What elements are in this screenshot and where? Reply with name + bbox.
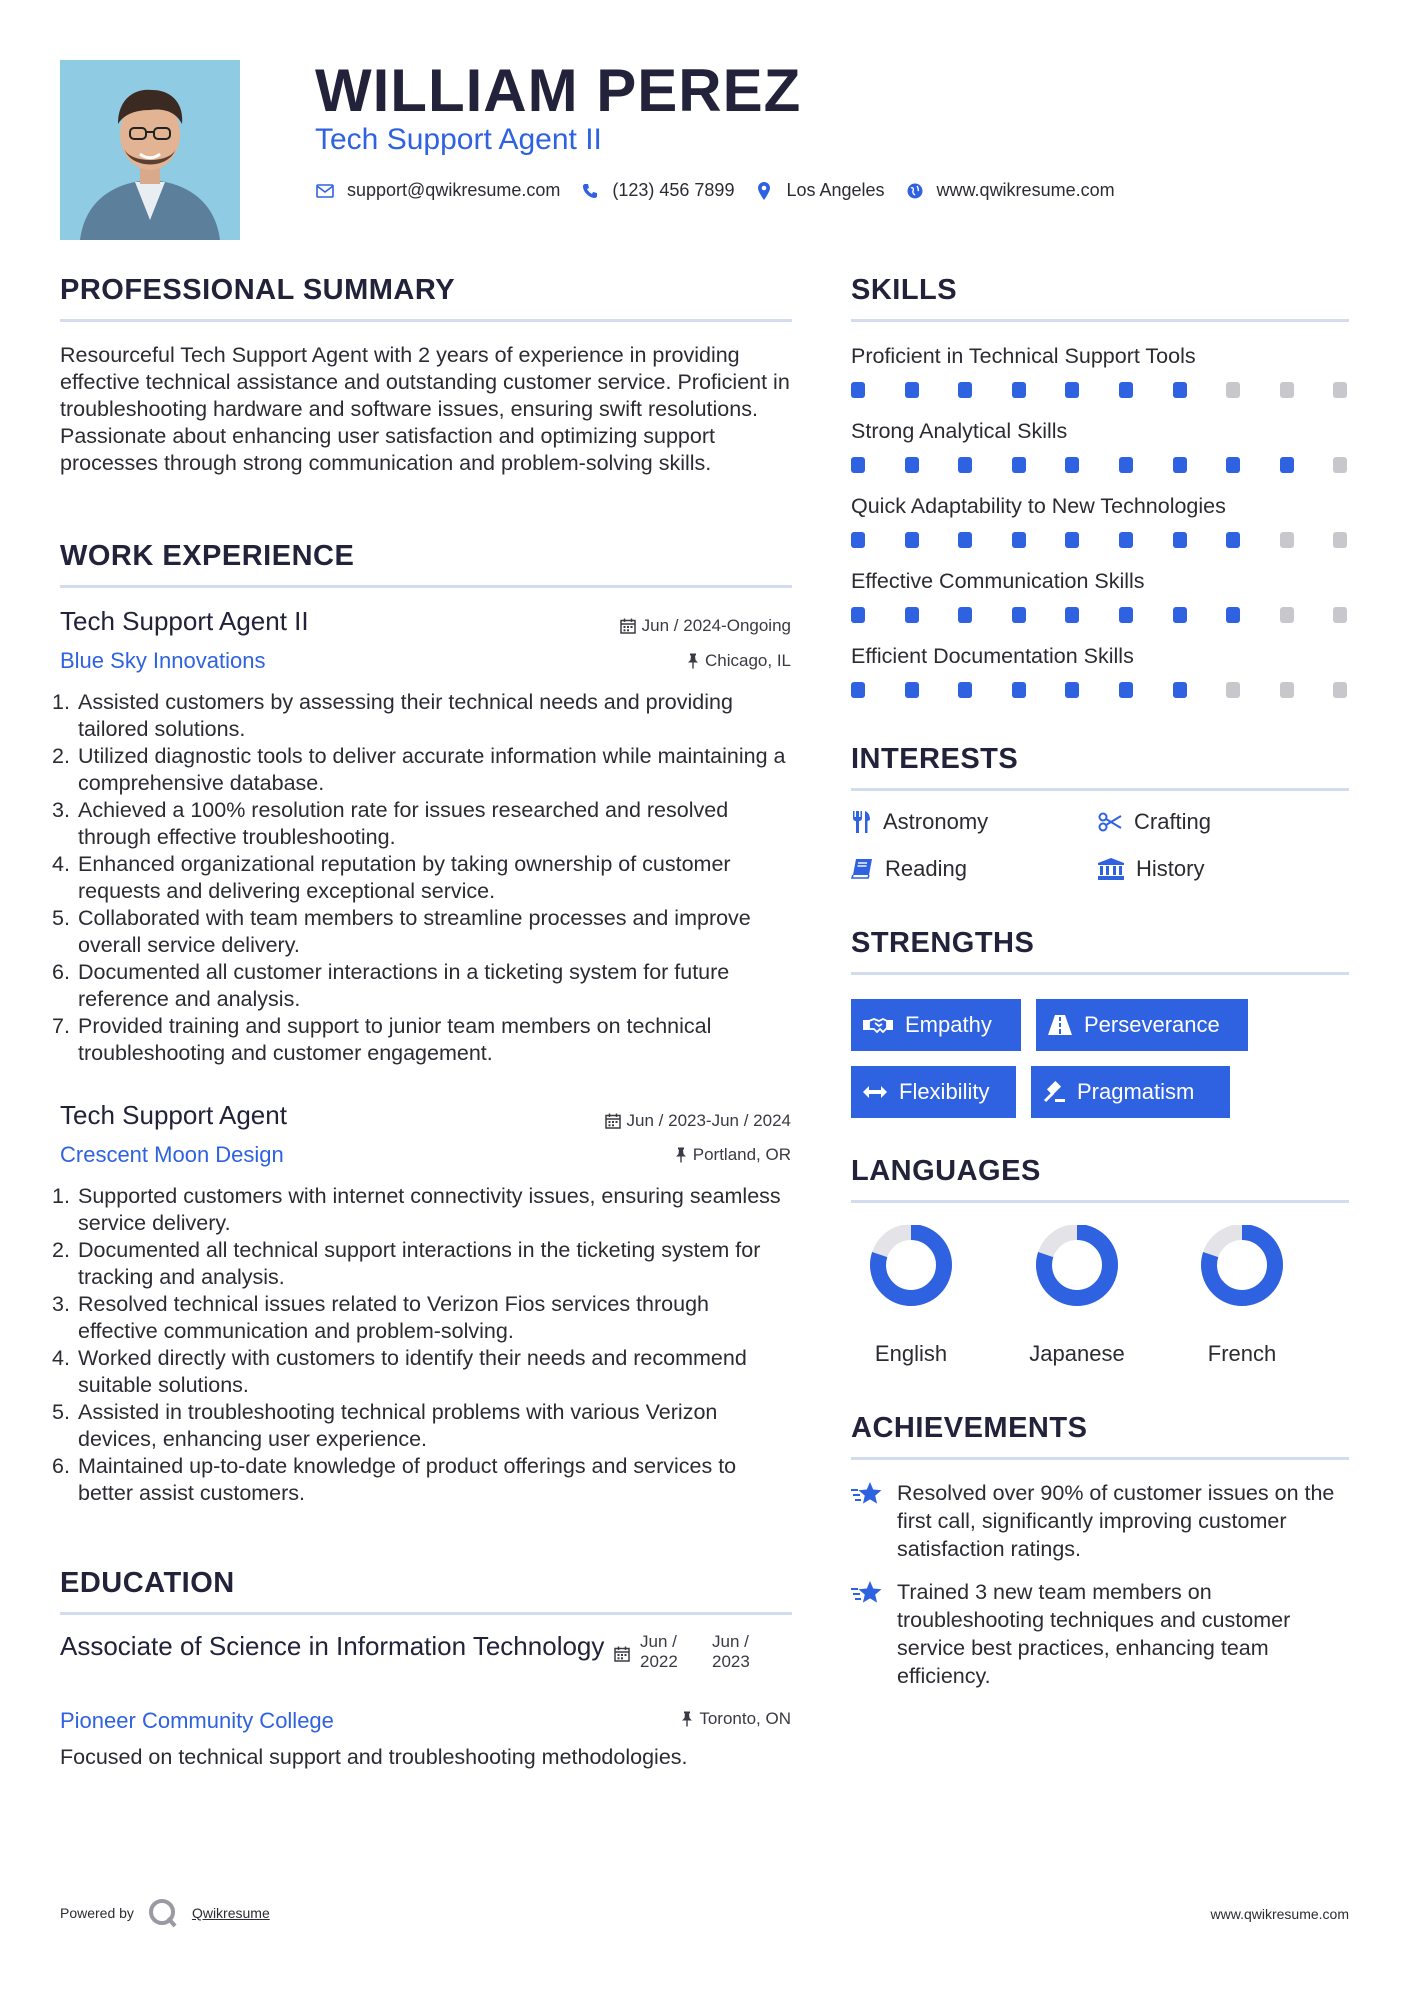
interest-history: [1098, 856, 1204, 882]
skill-dot-filled: [905, 532, 919, 548]
language-japanese: Japanese: [1029, 1341, 1125, 1366]
skill-dot-filled: [1173, 682, 1187, 698]
skill-dot-filled: [1012, 382, 1026, 398]
skills-heading: SKILLS: [851, 274, 958, 306]
education-description: Focused on technical support and troubleshooting methodologies.: [60, 1745, 688, 1769]
globe-icon: [905, 181, 925, 201]
language-english: English: [874, 1341, 948, 1366]
skill-dot-filled: [1280, 457, 1294, 473]
skill-dot-empty: [1280, 382, 1294, 398]
footer-powered-by: [60, 1898, 270, 1928]
footer-brand-link[interactable]: Qwikresume: [191, 1905, 270, 1921]
interest-astronomy: [851, 809, 988, 835]
skill-dot-filled: [1065, 457, 1079, 473]
summary-divider: [60, 319, 792, 322]
skill-dot-empty: [1333, 682, 1347, 698]
pushpin-icon: [687, 653, 699, 669]
education-degree: Associate of Science in Information Technology: [60, 1631, 605, 1661]
utensils-icon: [851, 811, 871, 833]
skill-dot-filled: [1012, 607, 1026, 623]
arrows-horizontal-icon: [863, 1085, 887, 1099]
handshake-icon: [863, 1016, 893, 1034]
skill-dot-filled: [958, 457, 972, 473]
contact-phone-text: (123) 456 7899: [612, 180, 735, 200]
list-item: 4. Worked directly with customers to identify their needs and recommend suitable solutions.: [52, 1346, 747, 1397]
skill-3-name: Quick Adaptability to New Technologies: [851, 494, 1226, 518]
interest-label: Astronomy: [883, 809, 989, 834]
list-item: 3. Resolved technical issues related to Verizon Fios services through effective communication and problem-solving.: [52, 1292, 709, 1343]
skill-dot-filled: [1119, 532, 1133, 548]
education-heading: EDUCATION: [60, 1567, 235, 1599]
job-2-role: Tech Support Agent: [60, 1100, 287, 1130]
powered-by-text: Powered by: [60, 1905, 134, 1921]
strength-label: Perseverance: [1084, 1012, 1220, 1037]
strength-tag-perseverance: [1036, 999, 1248, 1051]
skill-4-rating: [851, 607, 1349, 623]
candidate-name: WILLIAM PEREZ: [315, 57, 802, 124]
education-date-end: Jun / 2023: [712, 1632, 750, 1671]
pushpin-icon: [681, 1711, 693, 1727]
job-1-role: Tech Support Agent II: [60, 606, 309, 636]
skill-5-name: Efficient Documentation Skills: [851, 644, 1134, 668]
list-item: 1. Assisted customers by assessing their technical needs and providing tailored solutions.: [52, 690, 733, 741]
job-1-location-text: Chicago, IL: [705, 651, 791, 670]
list-item: 4. Enhanced organizational reputation by taking ownership of customer requests and delivering exceptional service.: [52, 852, 731, 903]
skill-dot-filled: [958, 532, 972, 548]
envelope-icon: [315, 181, 335, 201]
skill-dot-empty: [1333, 457, 1347, 473]
strengths-divider: [851, 972, 1349, 975]
interest-crafting: [1098, 809, 1211, 835]
scissors-icon: [1098, 812, 1122, 832]
achievements-heading: ACHIEVEMENTS: [851, 1412, 1088, 1444]
interest-label: Reading: [885, 856, 967, 881]
skill-dot-filled: [851, 682, 865, 698]
calendar-icon: [620, 618, 636, 634]
education-date-start: Jun / 2022: [640, 1632, 678, 1671]
list-item: 6. Maintained up-to-date knowledge of product offerings and services to better assist customers.: [52, 1454, 737, 1505]
skill-dot-filled: [1012, 532, 1026, 548]
skill-dot-filled: [851, 382, 865, 398]
languages-divider: [851, 1200, 1349, 1203]
achievement-item: [851, 1479, 1351, 1563]
skill-4-name: Effective Communication Skills: [851, 569, 1145, 593]
job-2-date: [605, 1111, 791, 1131]
strengths-heading: STRENGTHS: [851, 927, 1035, 959]
interests-divider: [851, 788, 1349, 791]
skill-dot-filled: [1173, 382, 1187, 398]
strength-tag-pragmatism: [1031, 1066, 1230, 1118]
skill-dot-filled: [1065, 682, 1079, 698]
interest-reading: [851, 856, 967, 882]
skill-1-name: Proficient in Technical Support Tools: [851, 344, 1196, 368]
list-item: 3. Achieved a 100% resolution rate for issues researched and resolved through effective troubleshooting.: [52, 798, 729, 849]
gavel-icon: [1043, 1081, 1065, 1103]
skill-dot-filled: [1119, 457, 1133, 473]
skill-dot-filled: [905, 682, 919, 698]
contact-email-text: support@qwikresume.com: [347, 180, 561, 200]
experience-heading: WORK EXPERIENCE: [60, 540, 355, 572]
skill-dot-filled: [1012, 457, 1026, 473]
skill-dot-filled: [1226, 607, 1240, 623]
skill-dot-filled: [958, 682, 972, 698]
job-2-location-text: Portland, OR: [692, 1145, 791, 1164]
strength-label: Empathy: [905, 1012, 992, 1037]
skill-dot-filled: [958, 382, 972, 398]
skill-dot-empty: [1226, 682, 1240, 698]
person-portrait-icon: [60, 60, 240, 240]
contact-phone[interactable]: [580, 180, 734, 201]
skill-3-rating: [851, 532, 1349, 548]
skill-2-name: Strong Analytical Skills: [851, 419, 1068, 443]
interests-heading: INTERESTS: [851, 743, 1019, 775]
list-item: 5. Assisted in troubleshooting technical problems with various Verizon devices, enhancing user experience.: [52, 1400, 718, 1451]
skill-dot-filled: [1173, 457, 1187, 473]
strength-tag-empathy: [851, 999, 1021, 1051]
skill-dot-filled: [1226, 457, 1240, 473]
job-2-bullets: [50, 1183, 790, 1507]
interest-label: History: [1136, 856, 1205, 881]
language-french: French: [1207, 1341, 1277, 1366]
skill-5-rating: [851, 682, 1349, 698]
book-icon: [851, 859, 873, 879]
experience-divider: [60, 585, 792, 588]
achievement-item: [851, 1578, 1351, 1690]
skill-dot-filled: [958, 607, 972, 623]
education-school[interactable]: Pioneer Community College: [60, 1708, 334, 1733]
calendar-icon: [605, 1113, 621, 1129]
job-1-company[interactable]: Blue Sky Innovations: [60, 648, 266, 673]
landmark-icon: [1098, 858, 1124, 880]
skill-dot-filled: [1119, 607, 1133, 623]
skill-dot-filled: [905, 607, 919, 623]
pushpin-icon: [675, 1147, 687, 1163]
star-icon: [851, 1580, 883, 1606]
skill-dot-filled: [1226, 532, 1240, 548]
list-item: 1. Supported customers with internet connectivity issues, ensuring seamless service delivery.: [52, 1184, 781, 1235]
languages-heading: LANGUAGES: [851, 1155, 1041, 1187]
language-rings: [850, 1225, 1370, 1335]
contact-website-text: www.qwikresume.com: [936, 180, 1115, 200]
skill-dot-filled: [1173, 607, 1187, 623]
phone-icon: [580, 181, 600, 201]
list-item: 2. Utilized diagnostic tools to deliver accurate information while maintaining a comprehensive database.: [52, 744, 786, 795]
skill-dot-filled: [905, 457, 919, 473]
skill-2-rating: [851, 457, 1349, 473]
skill-dot-empty: [1280, 607, 1294, 623]
skill-dot-filled: [1065, 532, 1079, 548]
skill-dot-filled: [1173, 532, 1187, 548]
education-location-text: Toronto, ON: [699, 1709, 791, 1728]
skill-dot-empty: [1280, 532, 1294, 548]
skill-dot-filled: [1012, 682, 1026, 698]
contact-location: [754, 180, 884, 201]
achievement-text: Trained 3 new team members on troubleshooting techniques and customer service best practices, enhancing team efficiency.: [897, 1580, 1291, 1688]
map-marker-icon: [754, 181, 774, 201]
achievements-divider: [851, 1457, 1349, 1460]
achievement-text: Resolved over 90% of customer issues on the first call, significantly improving customer satisfaction ratings.: [897, 1481, 1335, 1561]
job-1-bullets: [50, 689, 790, 1067]
skill-dot-empty: [1280, 682, 1294, 698]
skill-dot-filled: [1119, 682, 1133, 698]
road-icon: [1048, 1015, 1072, 1035]
job-1-date: [620, 616, 791, 636]
list-item: 7. Provided training and support to junior team members on technical troubleshooting and customer engagement.: [52, 1014, 712, 1065]
education-divider: [60, 1612, 792, 1615]
contact-website[interactable]: [905, 180, 1115, 201]
education-location: [681, 1709, 791, 1729]
skill-dot-filled: [1065, 607, 1079, 623]
footer-website-link[interactable]: www.qwikresume.com: [1210, 1906, 1349, 1922]
contact-email[interactable]: [315, 180, 560, 201]
skill-dot-empty: [1333, 382, 1347, 398]
contact-location-text: Los Angeles: [786, 180, 885, 200]
profile-photo: [60, 60, 240, 240]
strength-tag-flexibility: [851, 1066, 1016, 1118]
skill-1-rating: [851, 382, 1349, 398]
summary-text: Resourceful Tech Support Agent with 2 years of experience in providing effective technical assistance and outstanding customer service. Proficient in troubleshooting hardware and software issues, ensuring swift resolutions. Passionate about enhancing user satisfaction and optimizing support processes through strong communication and problem-solving skills.: [60, 343, 790, 475]
skill-dot-filled: [905, 382, 919, 398]
job-1-location: [687, 651, 791, 671]
job-1-date-text: Jun / 2024-Ongoing: [641, 616, 791, 635]
job-2-company[interactable]: Crescent Moon Design: [60, 1142, 284, 1167]
skill-dot-empty: [1333, 607, 1347, 623]
candidate-title: Tech Support Agent II: [315, 123, 602, 156]
summary-heading: PROFESSIONAL SUMMARY: [60, 274, 456, 306]
skill-dot-filled: [851, 607, 865, 623]
skill-dot-empty: [1226, 382, 1240, 398]
interest-label: Crafting: [1134, 809, 1212, 834]
skill-dot-empty: [1333, 532, 1347, 548]
skill-dot-filled: [1119, 382, 1133, 398]
job-2-date-text: Jun / 2023-Jun / 2024: [626, 1111, 791, 1130]
strength-label: Pragmatism: [1077, 1079, 1195, 1104]
contact-row: [315, 180, 1135, 201]
calendar-icon: [614, 1646, 630, 1667]
strength-label: Flexibility: [899, 1079, 990, 1104]
list-item: 6. Documented all customer interactions in a ticketing system for future reference and analysis.: [52, 960, 730, 1011]
skill-dot-filled: [851, 457, 865, 473]
qwikresume-logo-icon: [148, 1898, 178, 1928]
star-icon: [851, 1481, 883, 1507]
list-item: 5. Collaborated with team members to streamline processes and improve overall service delivery.: [52, 906, 751, 957]
list-item: 2. Documented all technical support interactions in the ticketing system for tracking and analysis.: [52, 1238, 761, 1289]
skills-divider: [851, 319, 1349, 322]
job-2-location: [675, 1145, 791, 1165]
skill-dot-filled: [1065, 382, 1079, 398]
skill-dot-filled: [851, 532, 865, 548]
